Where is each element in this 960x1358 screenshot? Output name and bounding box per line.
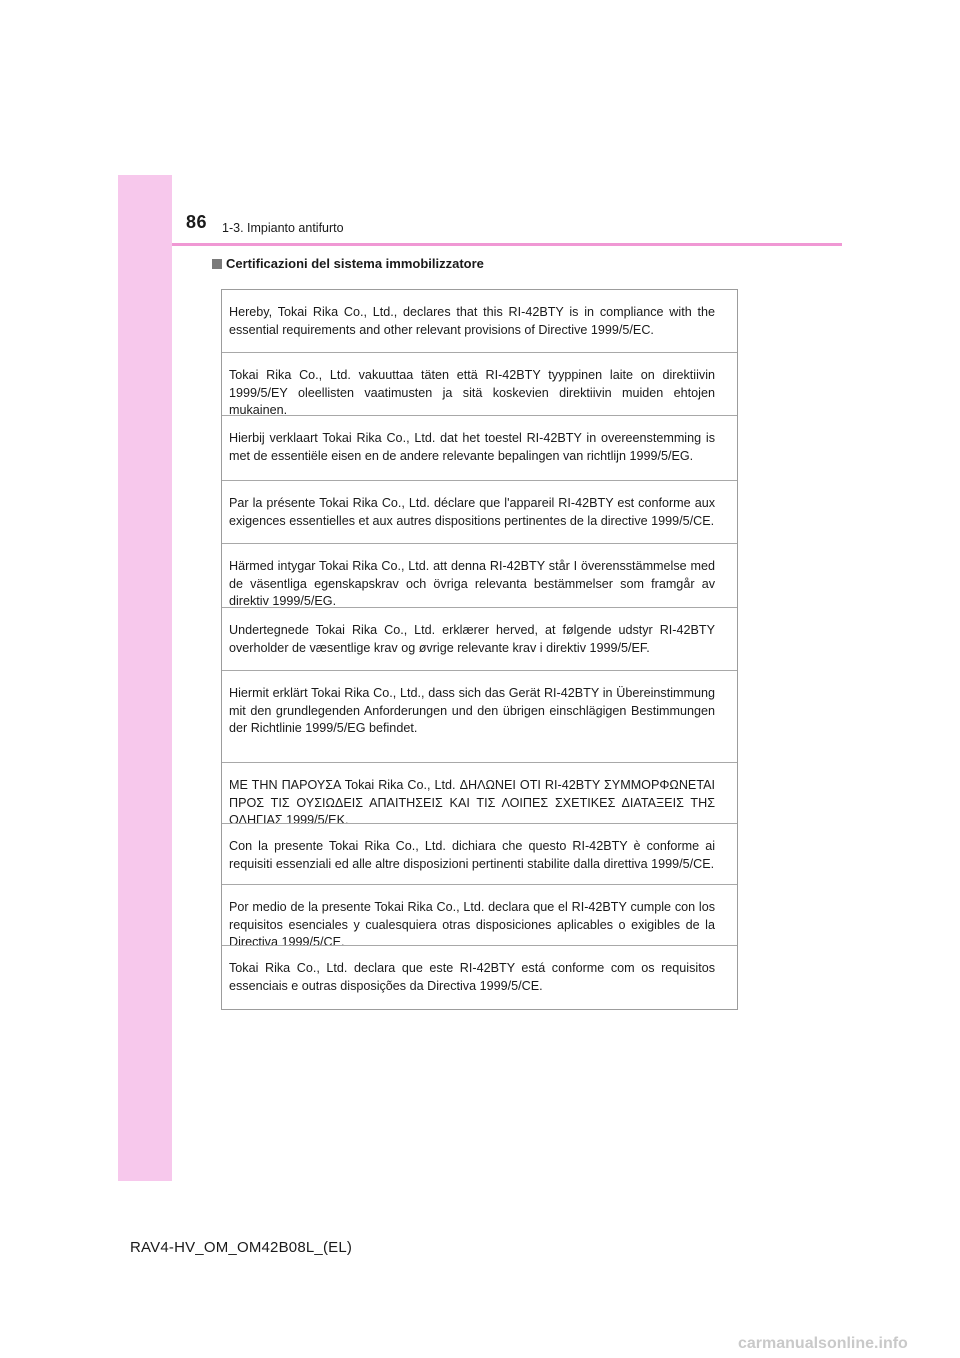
declaration-text: Härmed intygar Tokai Rika Co., Ltd. att denna RI-42BTY står I överensstämmelse med de väsentliga egenskapskrav och övriga relevanta bestämmelser som framgår av direktiv 1999/5/EG.	[229, 559, 715, 608]
declaration-text: Undertegnede Tokai Rika Co., Ltd. erklærer herved, at følgende udstyr RI-42BTY overholder de væsentlige krav og øvrige relevante krav i direktiv 1999/5/EF.	[229, 623, 715, 655]
declaration-text: Tokai Rika Co., Ltd. vakuuttaa täten että RI-42BTY tyyppinen laite on direktiivin 1999/5/EY oleellisten vaatimusten ja sitä koskevien direktiivin muiden ehtojen mukainen.	[229, 368, 715, 417]
declaration-text: ΜΕ ΤΗΝ ΠΑΡΟΥΣΑ Tokai Rika Co., Ltd. ΔΗΛΩΝΕΙ ΟΤΙ RI-42BTY ΣΥΜΜΟΡΦΩΝΕΤΑΙ ΠΡΟΣ ΤΙΣ ΟΥΣΙΩΔΕΙΣ ΑΠΑΙΤΗΣΕΙΣ ΚΑΙ ΤΙΣ ΛΟΙΠΕΣ ΣΧΕΤΙΚΕΣ ΔΙΑΤΑΞΕΙΣ ΤΗΣ ΟΔΗΓΙΑΣ 1999/5/ΕΚ.	[229, 778, 715, 827]
declaration-text: Con la presente Tokai Rika Co., Ltd. dichiara che questo RI-42BTY è conforme ai requisiti essenziali ed alle altre disposizioni pertinenti stabilite dalla direttiva 1999/5/CE.	[229, 839, 715, 871]
header-divider	[172, 243, 842, 246]
document-code: RAV4-HV_OM_OM42B08L_(EL)	[130, 1239, 353, 1256]
declaration-text: Hereby, Tokai Rika Co., Ltd., declares that this RI-42BTY is in compliance with the essential requirements and other relevant provisions of Directive 1999/5/EC.	[229, 305, 715, 337]
site-watermark: carmanualsonline.info	[738, 1335, 908, 1352]
declaration-text: Hierbij verklaart Tokai Rika Co., Ltd. dat het toestel RI-42BTY in overeenstemming is met de essentiële eisen en de andere relevante bepalingen van richtlijn 1999/5/EG.	[229, 431, 715, 463]
declaration-row-swedish	[222, 543, 737, 608]
declaration-row-italian	[222, 823, 737, 885]
declaration-row-greek	[222, 762, 737, 827]
declarations-table	[221, 289, 738, 1010]
declaration-row-portuguese	[222, 945, 737, 1010]
declaration-row-finnish	[222, 352, 737, 416]
declaration-row-german	[222, 670, 737, 763]
declaration-row-dutch	[222, 415, 737, 481]
declaration-text: Hiermit erklärt Tokai Rika Co., Ltd., dass sich das Gerät RI-42BTY in Übereinstimmung mit den grundlegenden Anforderungen und den übrigen einschlägigen Bestimmungen der Richtlinie 1999/5/EG befindet.	[229, 686, 715, 735]
section-heading	[212, 256, 484, 271]
declaration-text: Par la présente Tokai Rika Co., Ltd. déclare que l'appareil RI-42BTY est conforme aux exigences essentielles et aux autres dispositions pertinentes de la directive 1999/5/CE.	[229, 496, 715, 528]
declaration-text: Tokai Rika Co., Ltd. declara que este RI-42BTY está conforme com os requisitos essenciais e outras disposições da Directiva 1999/5/CE.	[229, 961, 715, 993]
side-color-band	[118, 175, 172, 1181]
section-title: 1-3. Impianto antifurto	[222, 221, 344, 235]
declaration-text: Por medio de la presente Tokai Rika Co., Ltd. declara que el RI-42BTY cumple con los requisitos esenciales y cualesquiera otras disposiciones aplicables o exigibles de la Directiva 1999/5/CE.	[229, 900, 715, 949]
declaration-row-french	[222, 480, 737, 544]
square-bullet-icon	[212, 259, 222, 269]
section-heading-text: Certificazioni del sistema immobilizzatore	[226, 256, 484, 271]
declaration-row-spanish	[222, 884, 737, 949]
declaration-row-danish	[222, 607, 737, 671]
page-number: 86	[186, 212, 208, 232]
declaration-row-english	[222, 290, 737, 352]
